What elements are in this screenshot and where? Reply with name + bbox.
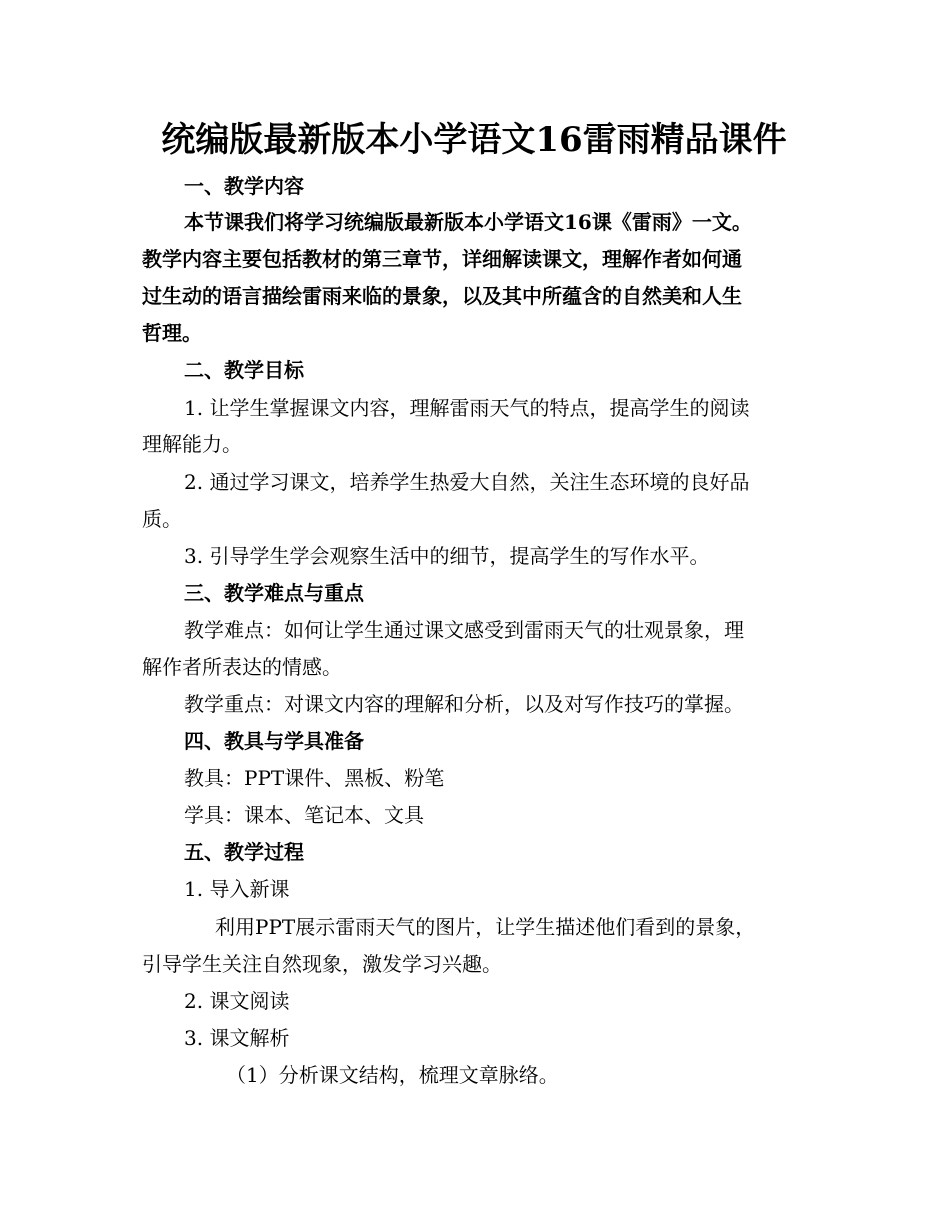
list-item: 1. 让学生掌握课文内容，理解雷雨天气的特点，提高学生的阅读	[184, 396, 750, 420]
heading-materials: 四、教具与学具准备	[184, 729, 364, 753]
sub-list-item: （1）分析课文结构，梳理文章脉络。	[226, 1063, 559, 1087]
list-item: 2. 通过学习课文，培养学生热爱大自然，关注生态环境的良好品	[184, 470, 750, 494]
paragraph-line: 过生动的语言描绘雷雨来临的景象，以及其中所蕴含的自然美和人生	[142, 284, 742, 308]
paragraph-line: 学具：课本、笔记本、文具	[184, 803, 424, 827]
paragraph-line: 哲理。	[142, 321, 202, 345]
paragraph-line: 本节课我们将学习统编版最新版本小学语文16课《雷雨》一文。	[184, 210, 752, 234]
document-title: 统编版最新版本小学语文16雷雨精品课件	[161, 120, 787, 160]
list-item: 3. 课文解析	[184, 1026, 290, 1050]
list-item: 2. 课文阅读	[184, 989, 290, 1013]
list-item: 3. 引导学生学会观察生活中的细节，提高学生的写作水平。	[184, 544, 710, 568]
heading-process: 五、教学过程	[184, 840, 304, 864]
paragraph-line: 引导学生关注自然现象，激发学习兴趣。	[142, 952, 502, 976]
paragraph-line: 教具：PPT课件、黑板、粉笔	[184, 766, 445, 790]
heading-difficulties: 三、教学难点与重点	[184, 581, 364, 605]
list-item-continuation: 理解能力。	[142, 432, 242, 456]
paragraph-line: 利用PPT展示雷雨天气的图片，让学生描述他们看到的景象，	[215, 915, 756, 939]
paragraph-line: 教学难点：如何让学生通过课文感受到雷雨天气的壮观景象，理	[184, 618, 744, 642]
heading-teaching-content: 一、教学内容	[184, 174, 304, 198]
paragraph-line: 教学重点：对课文内容的理解和分析，以及对写作技巧的掌握。	[184, 692, 744, 716]
heading-teaching-goals: 二、教学目标	[184, 358, 304, 382]
list-item-continuation: 质。	[142, 507, 182, 531]
paragraph-line: 教学内容主要包括教材的第三章节，详细解读课文，理解作者如何通	[142, 247, 742, 271]
list-item: 1. 导入新课	[184, 877, 290, 901]
paragraph-line: 解作者所表达的情感。	[142, 655, 342, 679]
